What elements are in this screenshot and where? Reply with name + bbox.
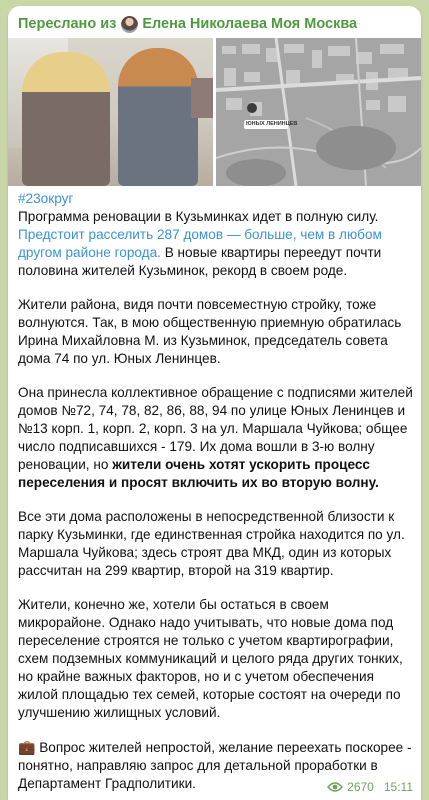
forwarded-prefix: Переслано из xyxy=(18,16,117,32)
forwarded-source[interactable]: Елена Николаева Моя Москва xyxy=(142,16,358,32)
channel-avatar xyxy=(121,16,138,33)
message-text xyxy=(18,190,414,800)
paragraph-1-link[interactable]: Предстоит расселить 287 домов — больше, чем в любом другом районе города. xyxy=(18,227,382,260)
media-album xyxy=(8,38,421,186)
paragraph-3-text: Она принесла коллективное обращение с подписями жителей домов №72, 74, 78, 82, 86, 88, 94 по улице Юных Ленинцев и №13 корп. 1, корп. 2, корп. 3 на ул. Маршала Чуйкова; общее число подписавшихся - 179. Их дома вошли в 3-ю волну реновации, но xyxy=(18,385,413,472)
message-bubble xyxy=(8,6,421,800)
photo-person-left xyxy=(22,52,110,186)
photo-people[interactable] xyxy=(8,38,213,186)
paragraph-6-text: Вопрос жителей непростой, желание переехать поскорее - понятно, направляю запрос для детальной проработки в Департамент Градполитики. xyxy=(18,740,412,791)
paragraph-2: Жители района, видя почти повсеместную стройку, тоже волнуются. Так, в мою общественную приемную обратилась Ирина Михайловна М. из Кузьминок, председатель совета дома 74 по ул. Юных Ленинцев. xyxy=(18,297,402,366)
paragraph-4: Все эти дома расположены в непосредственной близости к парку Кузьминки, где единственная стройка находится по ул. Маршала Чуйкова; здесь строят два МКД, один из которых рассчитан на 299 квартир, второй на 319 квартир. xyxy=(18,509,405,578)
map-illustration xyxy=(216,38,421,186)
hashtag-link[interactable]: #23округ xyxy=(18,191,74,206)
photo-map[interactable] xyxy=(216,38,421,186)
eye-icon xyxy=(327,781,343,793)
forwarded-header[interactable] xyxy=(18,13,411,35)
paragraph-3 xyxy=(18,384,414,492)
paragraph-1-text: Программа реновации в Кузьминках идет в полную силу. xyxy=(18,209,379,224)
paragraph-5: Жители, конечно же, хотели бы остаться в своем микрорайоне. Однако надо учитывать, что новые дома под переселение строятся не только с учетом квартирографии, схем подземных коммуникаций и целого ряда других тонких, но крайне важных факторов, но и с учетом обеспечения жилой площадью тех семей, которые состоят на очереди по улучшению жилищных условий. xyxy=(18,597,403,720)
paragraph-3-bold: жители очень хотят ускорить процесс переселения и просят включить их во вторую волну. xyxy=(18,457,379,490)
map-label: ЮНЫХ ЛЕНИНЦЕВ xyxy=(246,121,298,127)
briefcase-icon: 💼 xyxy=(18,739,36,755)
paragraph-1-rest: В новые квартиры переедут почти половина жителей Кузьминок, рекорд в своем роде. xyxy=(18,245,382,278)
photo-calendar xyxy=(191,78,213,118)
view-count: 2670 xyxy=(347,780,374,794)
photo-person-right xyxy=(118,48,198,186)
message-meta xyxy=(327,780,413,794)
message-time: 15:11 xyxy=(383,780,413,794)
